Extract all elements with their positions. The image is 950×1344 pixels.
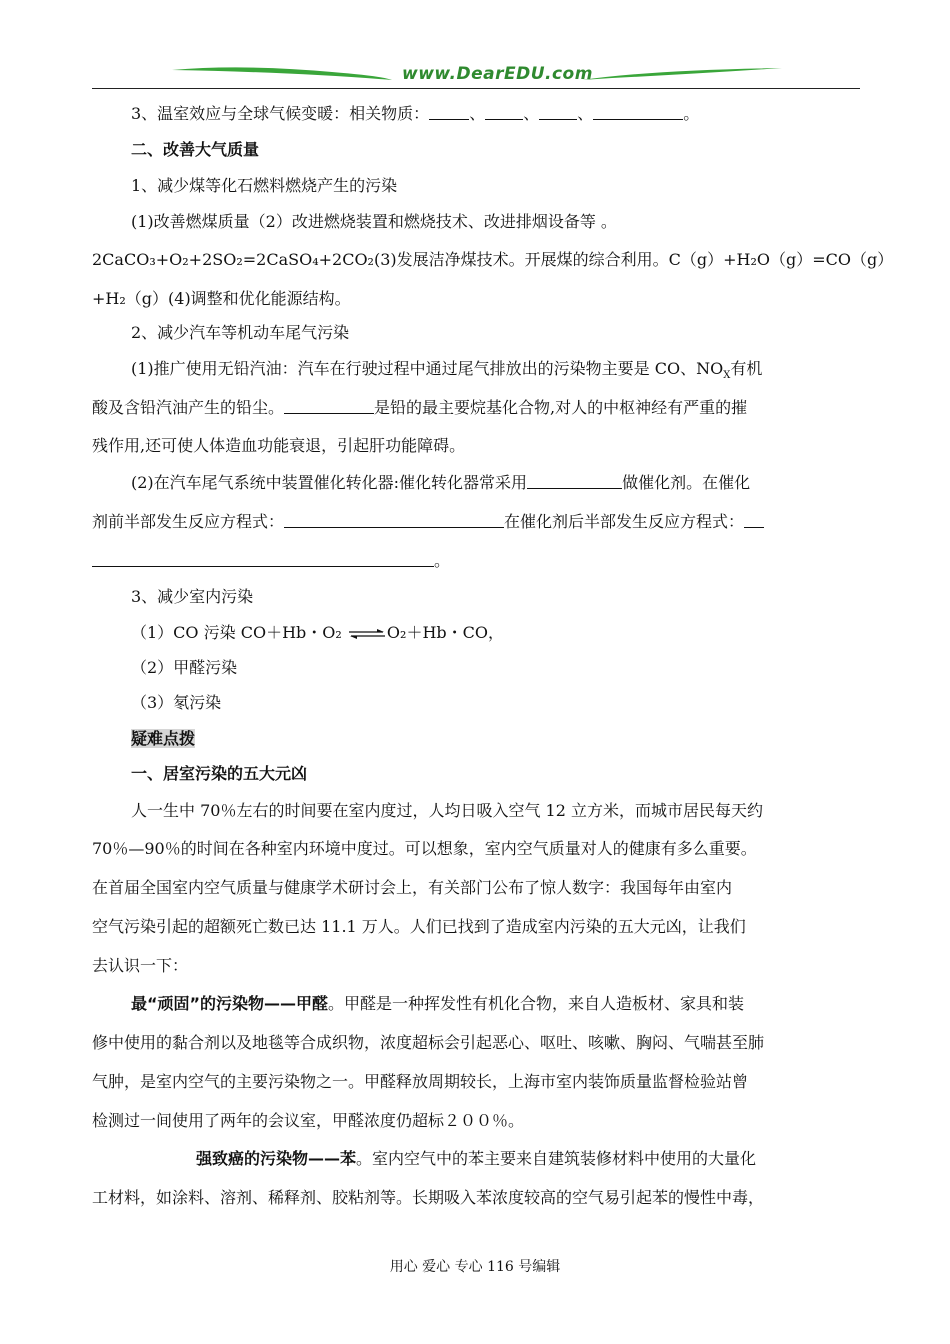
lead-paragraph-line-1: (1)推广使用无铅汽油：汽车在行驶过程中通过尾气排放出的污染物主要是 CO、$NO_X$有机 [131, 359, 763, 382]
equilibrium-arrow-icon [347, 628, 387, 640]
para2-line-2: 修中使用的黏合剂以及地毯等合成织物，浓度超标会引起恶心、呕吐、咳嗽、胸闷、气喘甚至肺 [92, 1033, 765, 1052]
page-footer: 用心 爱心 专心 116 号编辑 [389, 1259, 561, 1275]
subsection-1-text: (1)改善燃煤质量（2）改进燃烧装置和燃烧技术、改进排烟设备等 。 [131, 212, 617, 231]
co-pollution-line: （1）CO 污染 CO＋Hb・O₂ O₂＋Hb・CO， [131, 623, 504, 642]
subsection-3: 3、减少室内污染 [131, 587, 254, 606]
formaldehyde-line: （2）甲醛污染 [131, 658, 238, 677]
catalyst-line-3: 。 [92, 551, 860, 571]
equation-line-1: 2CaCO₃+O₂+2SO₂=2CaSO₄+2CO₂(3)发展洁净煤技术。开展煤的综合利用。C（g）+H₂O（g）=CO（g） [92, 250, 894, 269]
para2-line-4: 检测过一间使用了两年的会议室，甲醛浓度仍超标２００％。 [92, 1111, 525, 1130]
radon-line: （3）氡污染 [131, 693, 222, 712]
catalyst-line-2: 剂前半部发生反应方程式： 在催化剂后半部发生反应方程式： [92, 512, 860, 532]
para1-line-3: 在首届全国室内空气质量与健康学术研讨会上，有关部门公布了惊人数字：我国每年由室内 [92, 878, 733, 897]
five-culprits-heading: 一、居室污染的五大元凶 [131, 764, 308, 783]
site-logo[interactable]: www.DearEDU.com [402, 64, 593, 84]
lead-paragraph-line-3: 残作用,还可使人体造血功能衰退，引起肝功能障碍。 [92, 436, 466, 455]
subsection-1: 1、减少煤等化石燃料燃烧产生的污染 [131, 176, 398, 195]
para3-line-1: 强致癌的污染物——苯。室内空气中的苯主要来自建筑装修材料中使用的大量化 [196, 1149, 757, 1168]
equation-line-2: +H₂（g）(4)调整和优化能源结构。 [92, 289, 351, 308]
line-greenhouse: 3、温室效应与全球气候变暖：相关物质： 、 、 、 。 [131, 104, 700, 123]
section-heading: 二、改善大气质量 [131, 140, 260, 159]
header-rule [92, 88, 860, 89]
catalyst-line-1: (2)在汽车尾气系统中装置催化转化器:催化转化器常采用 做催化剂。在催化 [131, 473, 751, 492]
difficult-points-heading: 疑难点拨 [131, 729, 196, 748]
para1-line-4: 空气污染引起的超额死亡数已达 11.1 万人。人们已找到了造成室内污染的五大元凶，让我们 [92, 917, 746, 936]
para3-line-2: 工材料，如涂料、溶剂、稀释剂、胶粘剂等。长期吸入苯浓度较高的空气易引起苯的慢性中毒， [92, 1188, 765, 1207]
lead-paragraph-line-2: 酸及含铅汽油产生的铅尘。 是铅的最主要烷基化合物,对人的中枢神经有严重的摧 [92, 398, 748, 417]
para2-line-3: 气肿，是室内空气的主要污染物之一。甲醛释放周期较长，上海市室内装饰质量监督检验站曾 [92, 1072, 749, 1091]
para1-line-5: 去认识一下： [92, 956, 189, 975]
subsection-2: 2、减少汽车等机动车尾气污染 [131, 323, 350, 342]
header-banner [92, 60, 860, 90]
para1-line-2: 70％—90％的时间在各种室内环境中度过。可以想象，室内空气质量对人的健康有多么重要。 [92, 839, 757, 858]
para2-line-1: 最“顽固”的污染物——甲醛。甲醛是一种挥发性有机化合物，来自人造板材、家具和装 [131, 994, 745, 1013]
para1-line-1: 人一生中 70％左右的时间要在室内度过，人均日吸入空气 12 立方米，而城市居民每天约 [131, 801, 763, 820]
